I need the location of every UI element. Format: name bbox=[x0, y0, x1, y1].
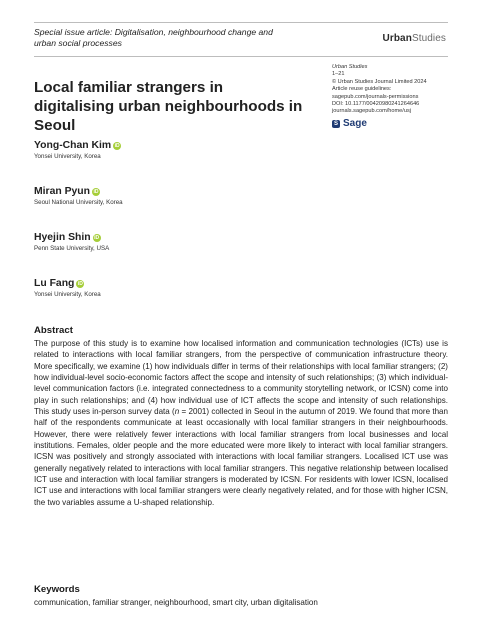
author-block bbox=[34, 140, 121, 160]
orcid-icon[interactable]: iD bbox=[114, 142, 120, 149]
author-affiliation: Yonsei University, Korea bbox=[34, 153, 101, 160]
author-name: Hyejin Shin iD bbox=[34, 232, 100, 243]
author-name: Lu Fang iD bbox=[34, 278, 83, 289]
journal-logo bbox=[383, 33, 446, 44]
special-issue-label: Special issue article: Digitalisation, neighbourhood change and urban social processes bbox=[34, 27, 273, 48]
meta-journal-name: Urban Studies bbox=[332, 64, 368, 70]
meta-doi[interactable]: DOI: 10.1177/00420980241264646 bbox=[332, 101, 420, 108]
meta-reuse-label: Article reuse guidelines: bbox=[332, 86, 392, 93]
orcid-icon[interactable]: iD bbox=[93, 188, 99, 195]
author-affiliation: Yonsei University, Korea bbox=[34, 291, 101, 298]
orcid-icon[interactable]: iD bbox=[77, 280, 83, 287]
sample-size-symbol: n bbox=[174, 407, 180, 417]
meta-copyright: © Urban Studies Journal Limited 2024 bbox=[332, 78, 427, 85]
journal-logo-part2: Studies bbox=[411, 33, 446, 44]
header-rule bbox=[34, 56, 448, 57]
orcid-icon[interactable]: iD bbox=[94, 234, 100, 241]
author-affiliation: Seoul National University, Korea bbox=[34, 199, 123, 206]
author-name: Miran Pyun iD bbox=[34, 186, 99, 197]
journal-logo-part1: Urban bbox=[382, 33, 412, 44]
meta-pages: 1–21 bbox=[332, 71, 345, 78]
publisher-logo bbox=[332, 120, 457, 128]
author-block bbox=[34, 278, 101, 298]
meta-reuse-link[interactable]: sagepub.com/journals-permissions bbox=[332, 93, 419, 100]
keywords-list: communication, familiar stranger, neighbourhood, smart city, urban digitalisation bbox=[34, 598, 318, 607]
abstract-text: The purpose of this study is to examine how localised information and communication technologies (ICTs) use is related to interactions with local familiar strangers, from the perspective of communication infrastructure theory. More specifically, we examine (1) how individuals differ in terms of their relationships with local familiar strangers; (2) how individual-level socio-economic factors affect the scope and intensity of such relationships; (3) which individual-level communication factors (i.e. integrated connectedness to a community storytelling network, or ICSN) come into play in such relationships; and (4) how individual use of ICT affects the scope and intensity of such relationships. This study uses in-person survey data (n = 2001) collected in Seoul in the autumn of 2019. We found that more than half of the respondents communicate at least occasionally with local familiar strangers in their neighbourhoods. However, there were relatively fewer interactions with local familiar strangers from local businesses and local institutions. Females, older people and the more educated were more likely to interact with local familiar strangers. ICSN was positively and strongly associated with interactions with local familiar strangers. Localised ICT use was generally negatively related to interactions with local familiar strangers. This negative relationship between localised ICT use and interaction with local familiar strangers is moderated by ICSN. For residents with lower ICSN, localised ICT use and interactions with local familiar strangers were clearly negatively related, and for those with higher ICSN, the two variables assume a U-shaped relationship. bbox=[34, 339, 448, 507]
author-block bbox=[34, 232, 109, 252]
publisher-name: Sage bbox=[343, 118, 367, 130]
meta-home-link[interactable]: journals.sagepub.com/home/usj bbox=[332, 108, 411, 115]
abstract-heading: Abstract bbox=[34, 325, 73, 336]
sage-icon: S bbox=[333, 120, 338, 127]
author-name: Yong-Chan Kim iD bbox=[34, 140, 120, 151]
article-title: Local familiar strangers in digitalising urban neighbourhoods in Seoul bbox=[34, 79, 303, 134]
author-affiliation: Penn State University, USA bbox=[34, 245, 110, 252]
author-block bbox=[34, 186, 123, 206]
article-meta bbox=[332, 64, 457, 128]
top-rule bbox=[34, 22, 448, 23]
keywords-heading: Keywords bbox=[34, 584, 80, 595]
